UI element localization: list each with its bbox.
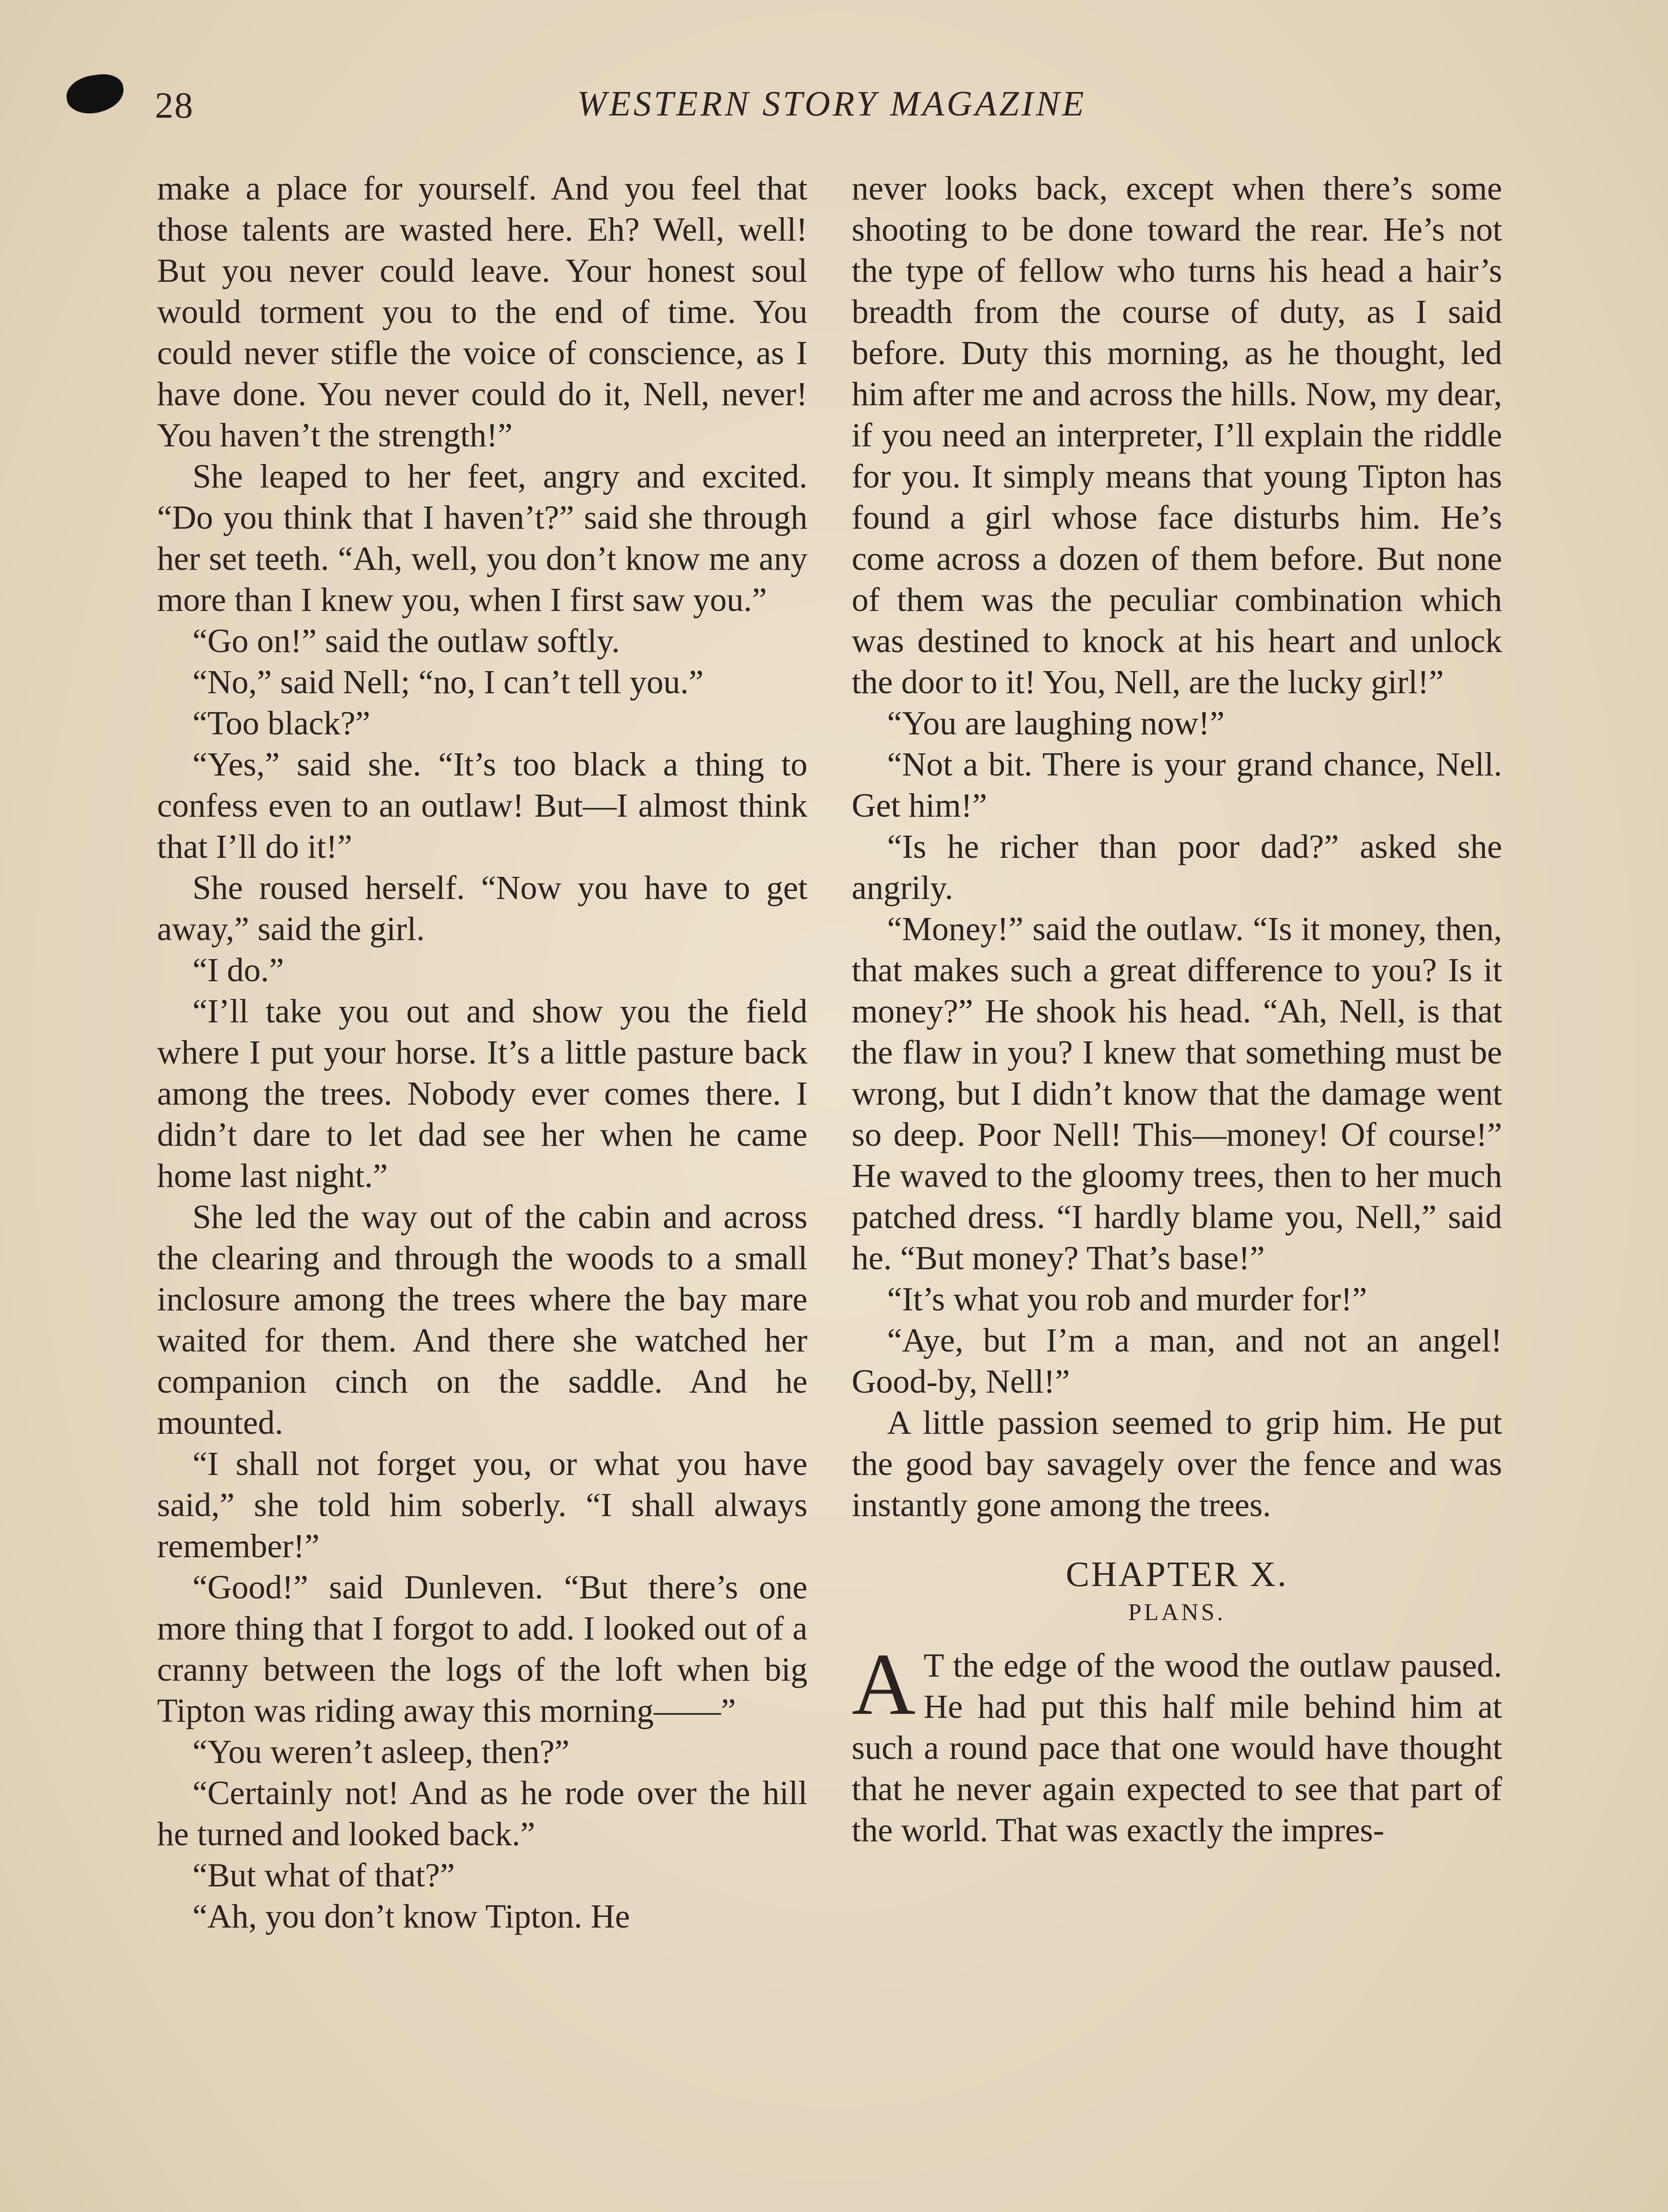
chapter-title: CHAPTER X.: [1065, 1555, 1288, 1594]
paragraph: “Is he richer than poor dad?” asked she angrily.: [852, 828, 1502, 906]
paragraph: She roused herself. “Now you have to get away,” said the girl.: [157, 869, 807, 948]
paragraph: “Certainly not! And as he rode over the hill he turned and looked back.”: [157, 1774, 807, 1853]
paragraph: make a place for yourself. And you feel that those talents are wasted here. Eh? Well, well! But you never could leave. Your honest soul would torment you to the end of time. You could never stifle the voice of conscience, as I have done. You never could do it, Nell, never! You haven’t the strength!”: [157, 170, 807, 454]
paragraph: “Too black?”: [192, 705, 370, 742]
ink-blot: [64, 71, 127, 116]
chapter-subtitle: PLANS.: [1128, 1599, 1226, 1625]
running-head: WESTERN STORY MAGAZINE: [577, 84, 1087, 123]
paragraph: “Go on!” said the outlaw softly.: [192, 622, 620, 660]
right-column: [852, 168, 1502, 1851]
paragraph: “You are laughing now!”: [887, 705, 1225, 742]
paragraph: “Not a bit. There is your grand chance, Nell. Get him!”: [852, 746, 1502, 824]
page-header: [155, 84, 1509, 137]
paragraph: “Ah, you don’t know Tipton. He: [192, 1898, 630, 1935]
paragraph: A little passion seemed to grip him. He put the good bay savagely over the fence and was instantly gone among the trees.: [852, 1404, 1502, 1524]
paragraph: She led the way out of the cabin and across the clearing and through the woods to a small inclosure among the trees where the bay mare waited for them. And there she watched her companion cinch on the saddle. And he mounted.: [157, 1198, 807, 1441]
paragraph: “But what of that?”: [192, 1857, 455, 1894]
paragraph: She leaped to her feet, angry and excited. “Do you think that I haven’t?” said she through her set teeth. “Ah, well, you don’t know me any more than I knew you, when I first saw you.”: [157, 458, 807, 618]
chapter-opening-paragraph: [852, 1636, 1502, 1851]
paragraph: “You weren’t asleep, then?”: [192, 1733, 569, 1770]
paragraph: “I do.”: [192, 952, 284, 989]
page-number: 28: [155, 85, 194, 126]
paragraph: “No,” said Nell; “no, I can’t tell you.”: [192, 664, 704, 701]
paragraph: “I’ll take you out and show you the field where I put your horse. It’s a little pasture back among the trees. Nobody ever comes there. I didn’t dare to let dad see her when he came home last night.”: [157, 993, 807, 1194]
paragraph: “Money!” said the outlaw. “Is it money, then, that makes such a great difference to you? Is it money?” He shook his head. “Ah, Nell, is that the flaw in you? I knew that something must be wrong, but I didn’t know that the damage went so deep. Poor Nell! This—money! Of course!” He waved to the gloomy trees, then to her much patched dress. “I hardly blame you, Nell,” said he. “But money? That’s base!”: [852, 910, 1502, 1277]
paragraph: “Good!” said Dunleven. “But there’s one more thing that I forgot to add. I looked out of a cranny between the logs of the loft when big Tipton was riding away this morning——”: [157, 1569, 807, 1729]
chapter-opening-text: T the edge of the wood the outlaw paused. He had put this half mile behind him at such a round pace that one would have thought that he never again expected to see that part of the world. That was exactly the impres-: [852, 1647, 1502, 1849]
paragraph: never looks back, except when there’s some shooting to be done toward the rear. He’s not the type of fellow who turns his head a hair’s breadth from the course of duty, as I said before. Duty this morning, as he thought, led him after me and across the hills. Now, my dear, if you need an interpreter, I’ll explain the riddle for you. It simply means that young Tipton has found a girl whose face disturbs him. He’s come across a dozen of them before. But none of them was the peculiar combination which was destined to knock at his heart and unlock the door to it! You, Nell, are the lucky girl!”: [852, 170, 1502, 701]
paragraph: “Aye, but I’m a man, and not an angel! Good-by, Nell!”: [852, 1322, 1502, 1400]
left-column: [157, 168, 807, 1937]
paragraph: “I shall not forget you, or what you have said,” she told him soberly. “I shall always remember!”: [157, 1445, 807, 1565]
paragraph: “It’s what you rob and murder for!”: [887, 1281, 1367, 1318]
drop-cap: A: [852, 1636, 916, 1733]
paragraph: “Yes,” said she. “It’s too black a thing to confess even to an outlaw! But—I almost think that I’ll do it!”: [157, 746, 807, 865]
